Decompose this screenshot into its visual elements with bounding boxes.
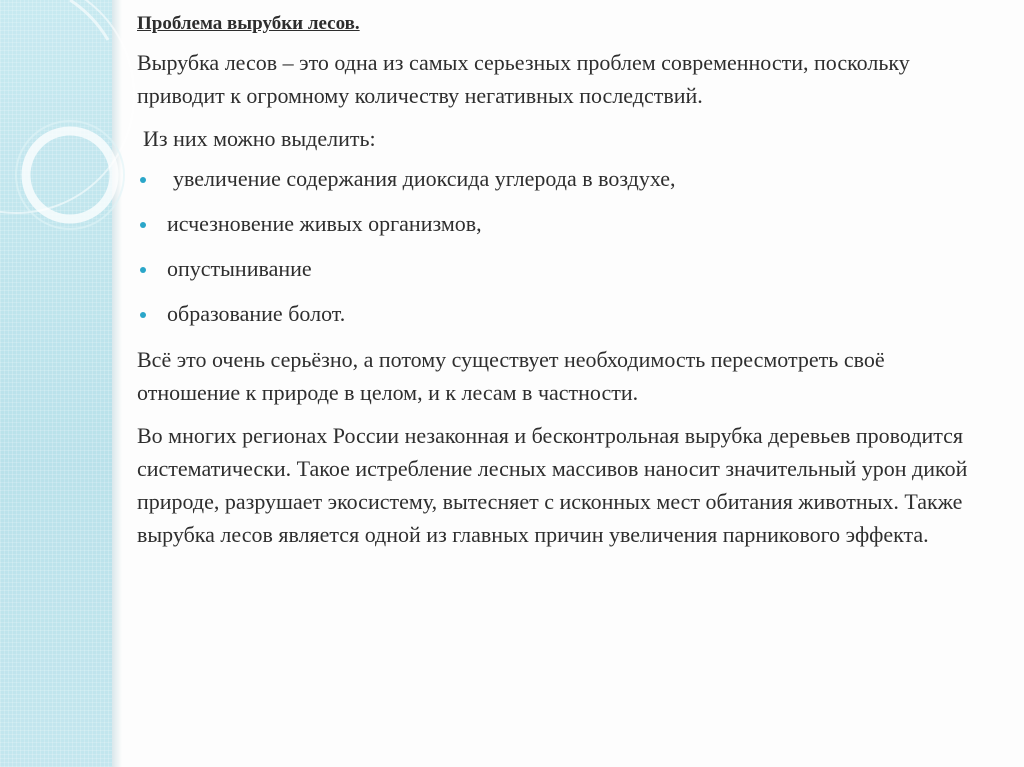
- bullet-icon: [140, 222, 146, 228]
- bullet-icon: [140, 312, 146, 318]
- closing-paragraph: Во многих регионах России незаконная и бесконтрольная вырубка деревьев проводится систематически. Такое истребление лесных массивов наносит значительный урон дикой природе, разрушает экосистему, вытесняет с исконных мест обитания животных. Также вырубка лесов является одной из главных причин увеличения парникового эффекта.: [137, 423, 968, 547]
- intro-paragraph: Вырубка лесов – это одна из самых серьезных проблем современности, поскольку приводит к огромному количеству негативных последствий.: [137, 50, 910, 108]
- list-item: [137, 298, 987, 330]
- list-item-text: опустынивание: [167, 256, 312, 281]
- list-item-text: исчезновение живых организмов,: [167, 211, 482, 236]
- conclusion-paragraph: Всё это очень серьёзно, а потому существует необходимость пересмотреть своё отношение к природе в целом, и к лесам в частности.: [137, 347, 885, 405]
- list-item: [137, 253, 987, 285]
- list-item: [137, 208, 987, 240]
- bullet-icon: [140, 267, 146, 273]
- decorative-rings-icon: [0, 0, 140, 300]
- bullet-icon: [140, 177, 146, 183]
- slide-content: [137, 10, 987, 561]
- list-item: [137, 163, 987, 195]
- list-lead-text: Из них можно выделить:: [143, 126, 376, 151]
- slide-title: Проблема вырубки лесов.: [137, 13, 360, 34]
- list-item-text: увеличение содержания диоксида углерода в воздухе,: [173, 166, 676, 191]
- list-item-text: образование болот.: [167, 301, 346, 326]
- consequences-list: [137, 163, 987, 330]
